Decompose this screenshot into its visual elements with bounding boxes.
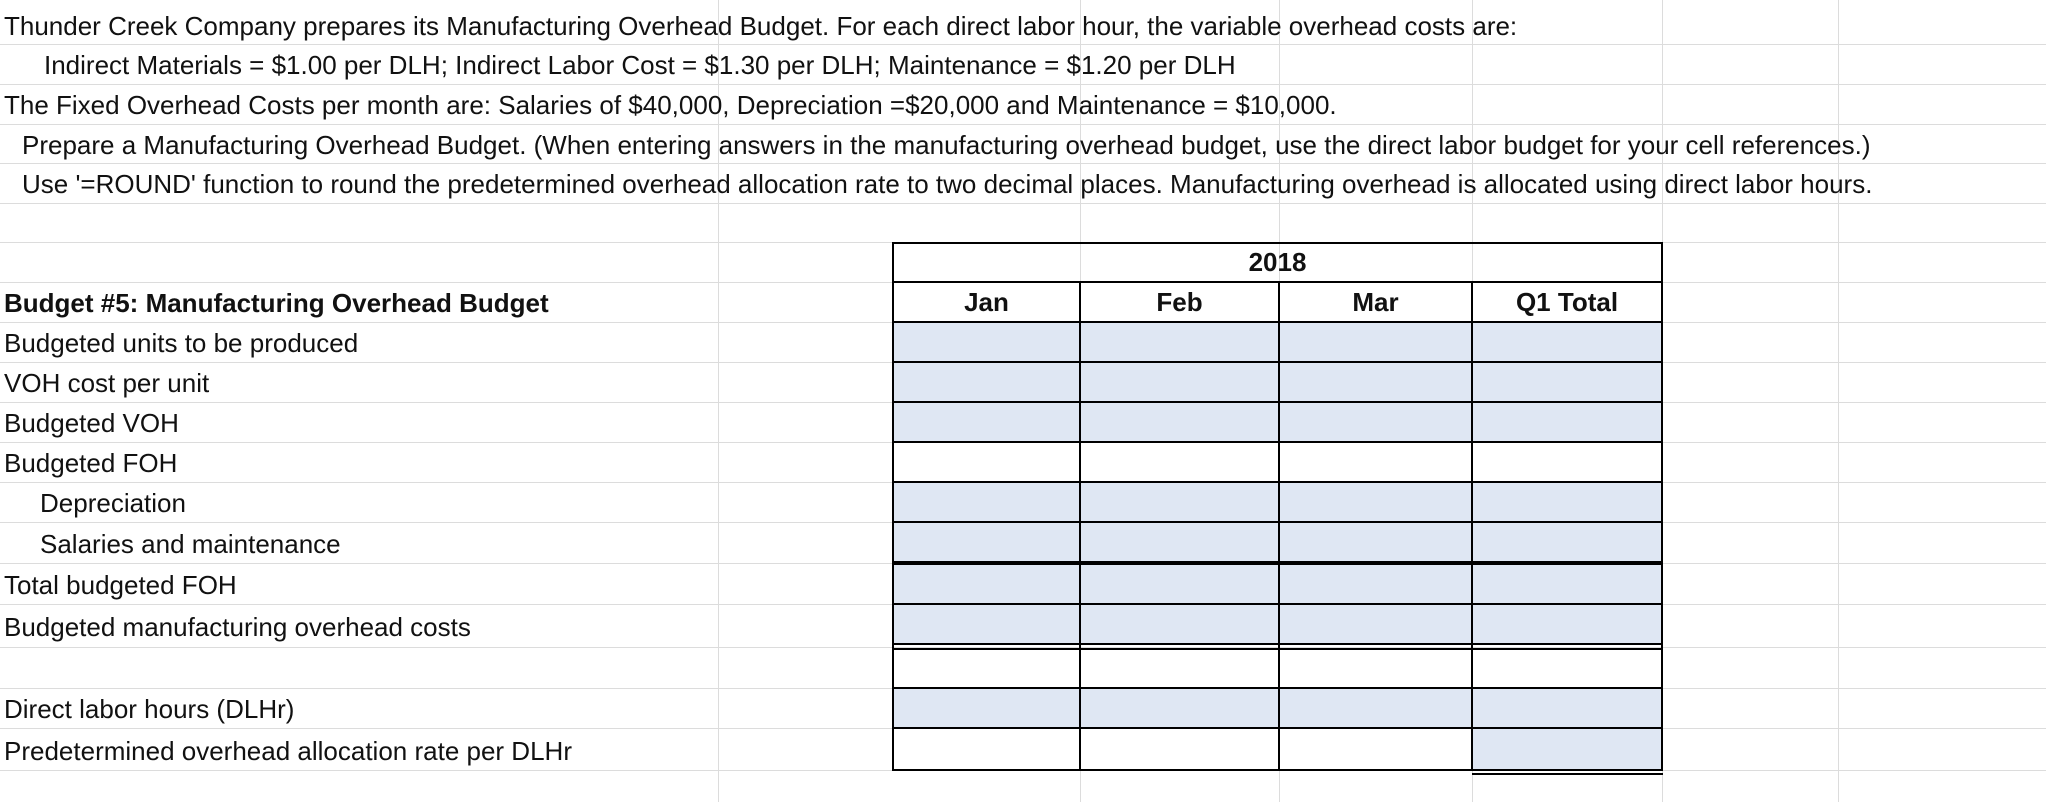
column-header-mar: Mar [1352,287,1399,317]
table-border [1471,281,1473,771]
input-cell[interactable] [1279,688,1472,728]
input-cell[interactable] [893,362,1080,402]
input-cell[interactable] [1279,563,1472,604]
column-header-q1-total: Q1 Total [1515,287,1619,317]
sheet-cell[interactable] [1279,728,1472,770]
sheet-cell[interactable] [1472,442,1662,482]
input-cell[interactable] [1472,402,1662,442]
row-label: Budgeted FOH [4,448,178,478]
input-cell[interactable] [1279,362,1472,402]
column-header-jan: Jan [964,287,1009,317]
sheet-cell[interactable] [1279,442,1472,482]
input-cell[interactable] [893,522,1080,563]
input-cell[interactable] [893,604,1080,645]
row-label: VOH cost per unit [4,368,210,398]
sheet-cell[interactable] [893,442,1080,482]
input-cell[interactable] [1279,322,1472,362]
input-cell[interactable] [1080,482,1279,522]
input-cell[interactable] [1472,688,1662,728]
input-cell[interactable] [1080,322,1279,362]
gridline-v [1838,0,1839,802]
table-border [1278,281,1280,771]
column-header-feb: Feb [1156,287,1203,317]
sheet-cell[interactable] [1080,728,1279,770]
table-border [892,242,894,771]
input-cell[interactable] [1279,402,1472,442]
table-border-double [1472,773,1663,775]
instruction-line: Indirect Materials = $1.00 per DLH; Indirect Labor Cost = $1.30 per DLH; Maintenance = $1.20 per DLH [44,50,1236,80]
row-label: Total budgeted FOH [4,570,237,600]
input-cell[interactable] [1279,482,1472,522]
input-cell[interactable] [1472,563,1662,604]
input-cell[interactable] [1279,522,1472,563]
instruction-line: Thunder Creek Company prepares its Manufacturing Overhead Budget. For each direct labor hour, the variable overhead costs are: [4,11,1518,41]
row-label: Budgeted units to be produced [4,328,359,358]
input-cell[interactable] [1472,604,1662,645]
input-cell[interactable] [893,402,1080,442]
row-label: Depreciation [40,488,186,518]
input-cell[interactable] [1080,563,1279,604]
input-cell[interactable] [1080,402,1279,442]
table-border [1661,242,1663,771]
row-label: Budgeted manufacturing overhead costs [4,612,471,642]
instruction-line: Prepare a Manufacturing Overhead Budget. (When entering answers in the manufacturing overhead budget, use the direct labor budget for your cell references.) [22,130,1871,160]
instruction-line: Use '=ROUND' function to round the predetermined overhead allocation rate to two decimal places. Manufacturing overhead is allocated using direct labor hours. [22,169,1873,199]
input-cell[interactable] [1472,728,1662,770]
input-cell[interactable] [893,688,1080,728]
input-cell[interactable] [1472,362,1662,402]
input-cell[interactable] [1279,604,1472,645]
input-cell[interactable] [893,563,1080,604]
input-cell[interactable] [893,322,1080,362]
table-border [892,242,1663,244]
sheet-cell[interactable] [1279,649,1472,688]
input-cell[interactable] [893,482,1080,522]
sheet-cell[interactable] [1080,649,1279,688]
input-cell[interactable] [1472,322,1662,362]
input-cell[interactable] [1080,604,1279,645]
input-cell[interactable] [1080,522,1279,563]
sheet-cell[interactable] [893,649,1080,688]
input-cell[interactable] [1080,362,1279,402]
row-label: Direct labor hours (DLHr) [4,694,295,724]
input-cell[interactable] [1472,522,1662,563]
table-border [1079,281,1081,771]
year-header: 2018 [1248,247,1307,277]
sheet-cell[interactable] [893,728,1080,770]
sheet-cell[interactable] [1472,649,1662,688]
row-label: Budgeted VOH [4,408,179,438]
row-label: Predetermined overhead allocation rate per DLHr [4,736,572,766]
input-cell[interactable] [1080,688,1279,728]
budget-title: Budget #5: Manufacturing Overhead Budget [4,288,549,318]
instruction-line: The Fixed Overhead Costs per month are: Salaries of $40,000, Depreciation =$20,000 and Maintenance = $10,000. [4,90,1337,120]
row-label: Salaries and maintenance [40,529,341,559]
sheet-cell[interactable] [1080,442,1279,482]
input-cell[interactable] [1472,482,1662,522]
